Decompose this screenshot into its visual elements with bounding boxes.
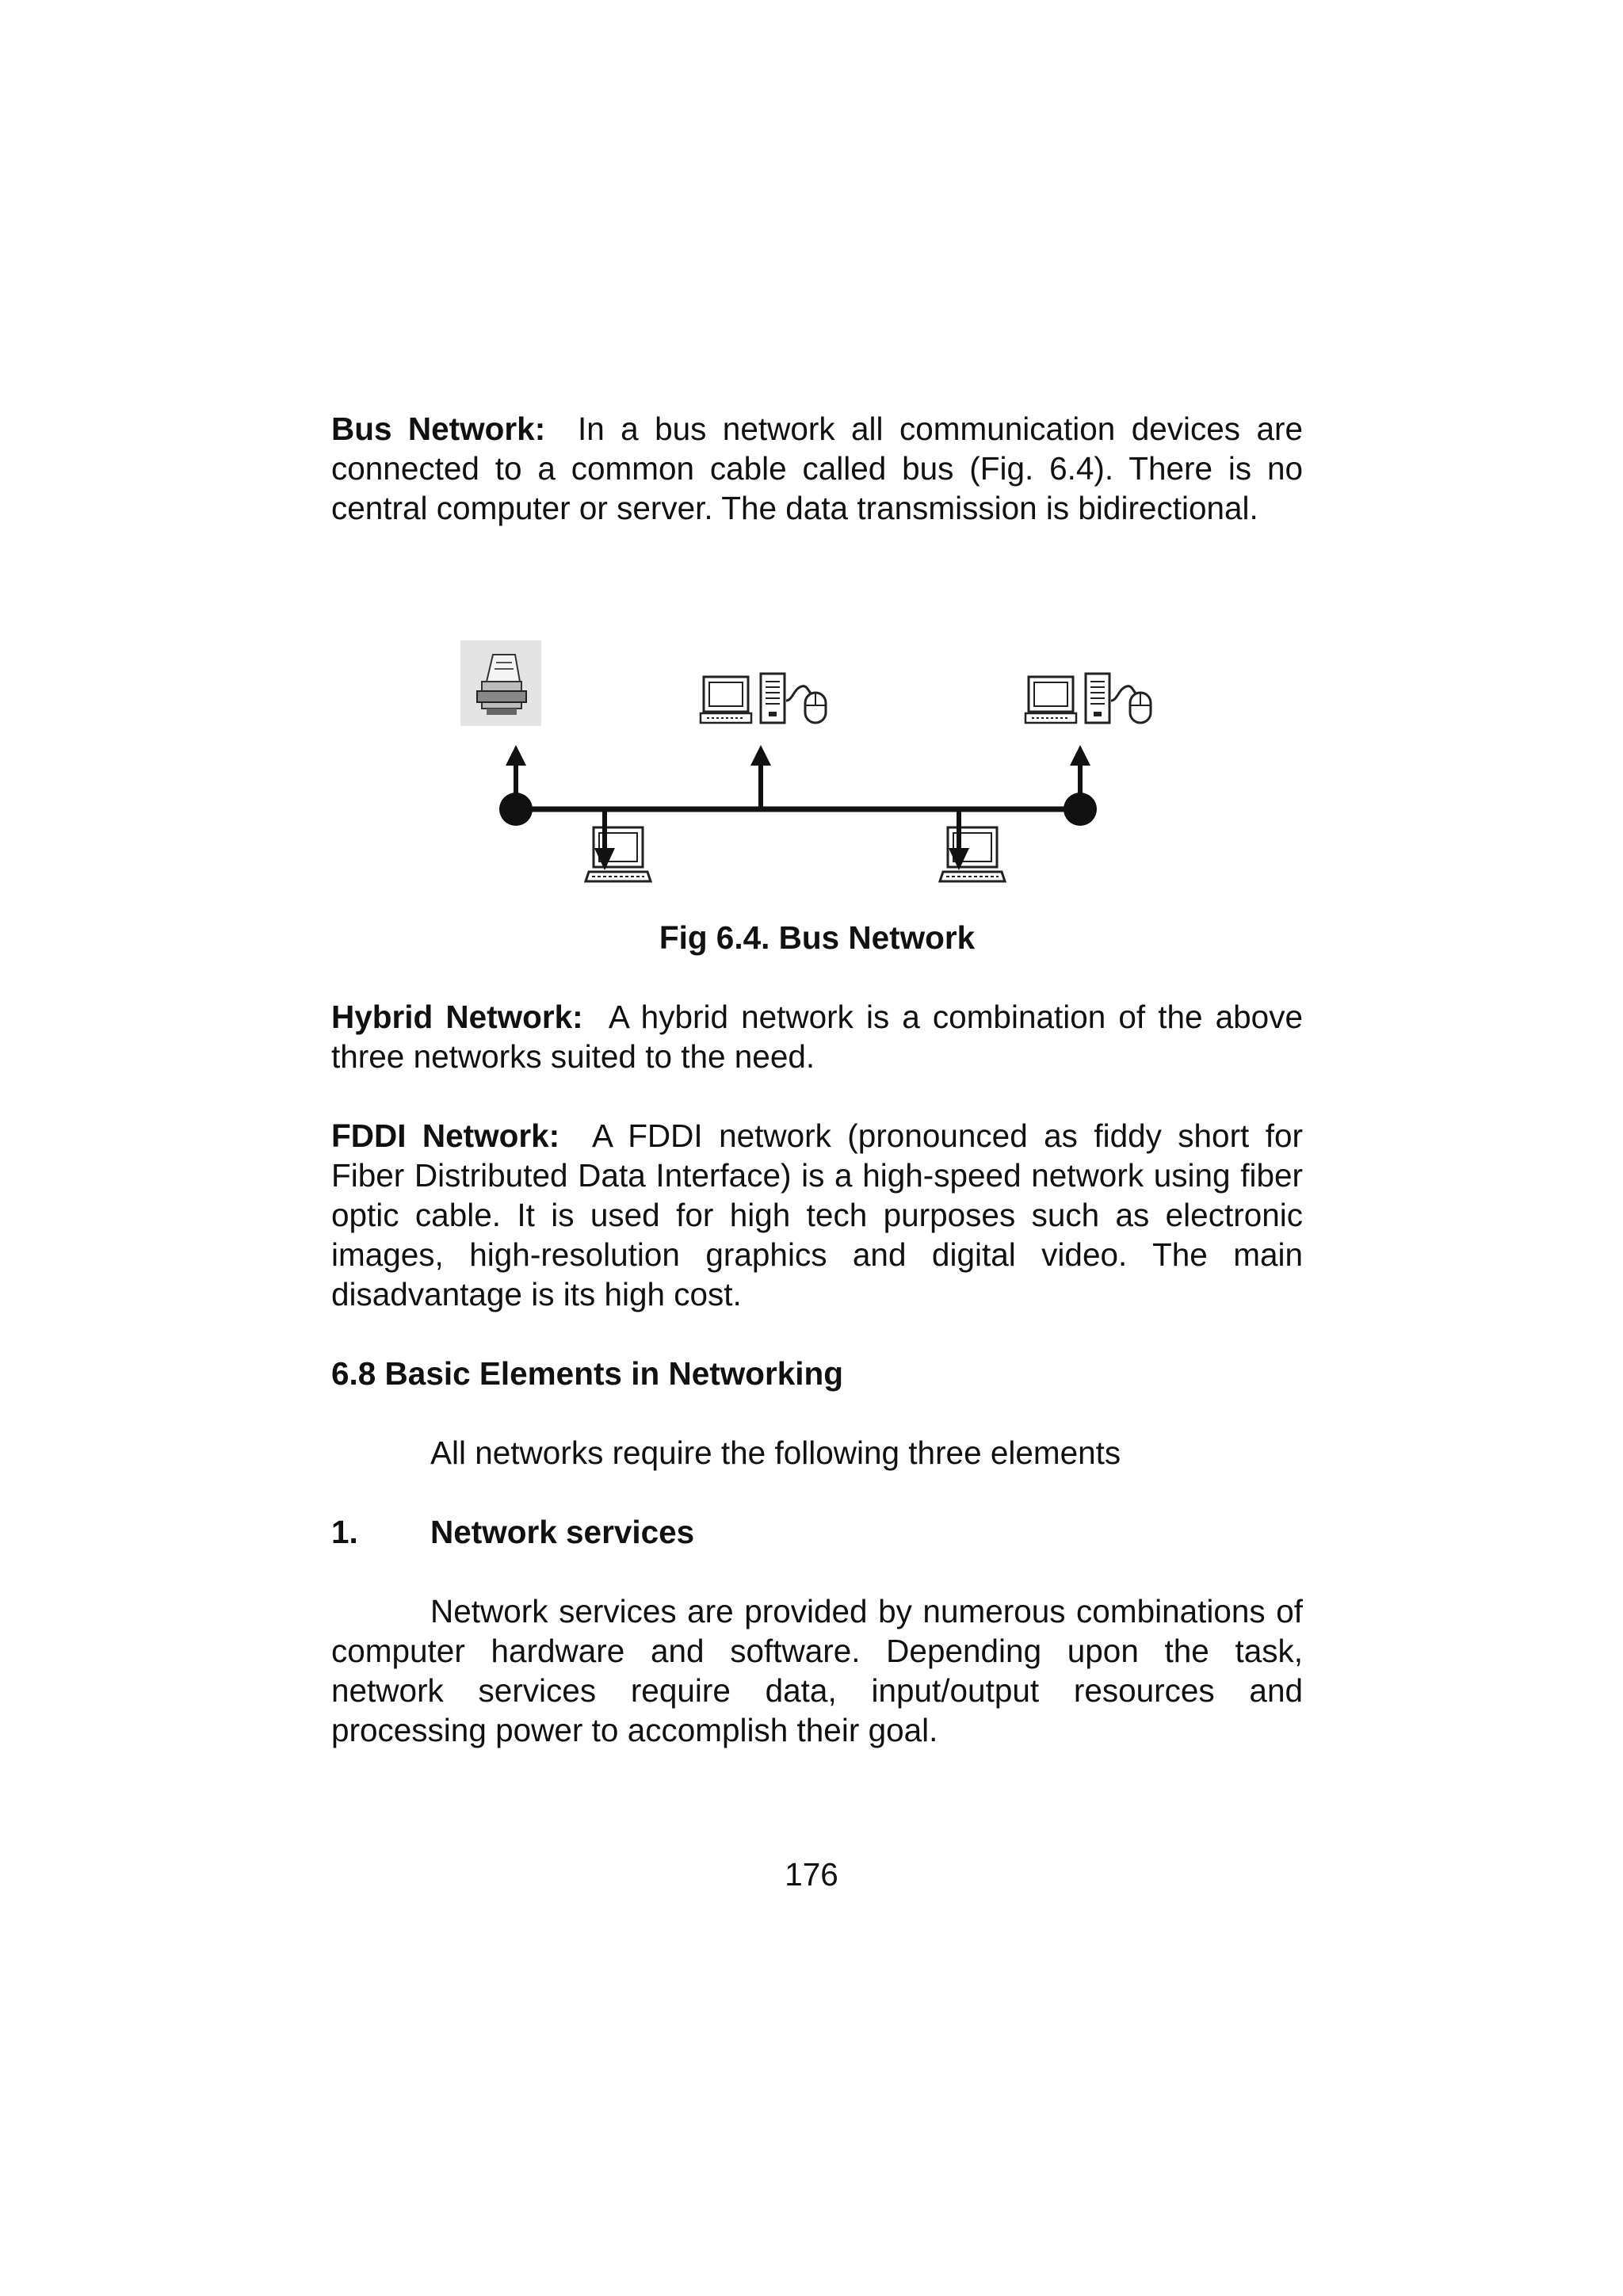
section-heading: 6.8 Basic Elements in Networking: [331, 1355, 843, 1392]
page-number: 176: [785, 1856, 838, 1893]
laptop-icon: [586, 827, 651, 881]
list-item-title: Network services: [430, 1514, 695, 1550]
fddi-network-text: A FDDI network (pronounced as fiddy short for Fiber Distributed Data Interface) is a high-speed network using fiber optic cable. It is used for high tech purposes such as electronic images, high-resolution graphics and digital video. The main disadvantage is its high cost.: [331, 1117, 1303, 1312]
laptop-icon: [940, 827, 1005, 881]
bus-network-term: Bus Network:: [331, 411, 546, 447]
up-arrow-icon: [1070, 745, 1090, 799]
list-item-number: 1.: [331, 1514, 358, 1550]
bus-network-svg: [331, 640, 1303, 902]
fddi-network-term: FDDI Network:: [331, 1117, 560, 1154]
page-body: [331, 409, 1303, 1750]
hybrid-network-paragraph: [331, 997, 1303, 1076]
list-item-heading: [331, 1512, 1303, 1552]
bus-network-text: In a bus network all communication devices are connected to a common cable called bus (Fig. 6.4). There is no central computer or server. The data transmission is bidirectional.: [331, 411, 1303, 526]
hybrid-network-term: Hybrid Network:: [331, 999, 583, 1035]
figure-caption: Fig 6.4. Bus Network: [659, 919, 976, 956]
up-arrow-icon: [750, 745, 771, 809]
printer-icon: [460, 640, 541, 726]
fddi-network-paragraph: [331, 1116, 1303, 1314]
section-intro: All networks require the following three elements: [430, 1435, 1121, 1471]
bus-network-paragraph: [331, 409, 1303, 528]
bus-network-diagram: [331, 640, 1303, 902]
desktop-computer-icon: [701, 674, 826, 723]
up-arrow-icon: [506, 745, 526, 799]
hybrid-network-text: A hybrid network is a combination of the above three networks suited to the need.: [331, 999, 1303, 1075]
network-services-paragraph: Network services are provided by numerous combinations of computer hardware and software. Depending upon the task, network services require data, input/output resources and processing power to accomplish their goal.: [331, 1593, 1303, 1748]
desktop-computer-icon: [1025, 674, 1151, 723]
